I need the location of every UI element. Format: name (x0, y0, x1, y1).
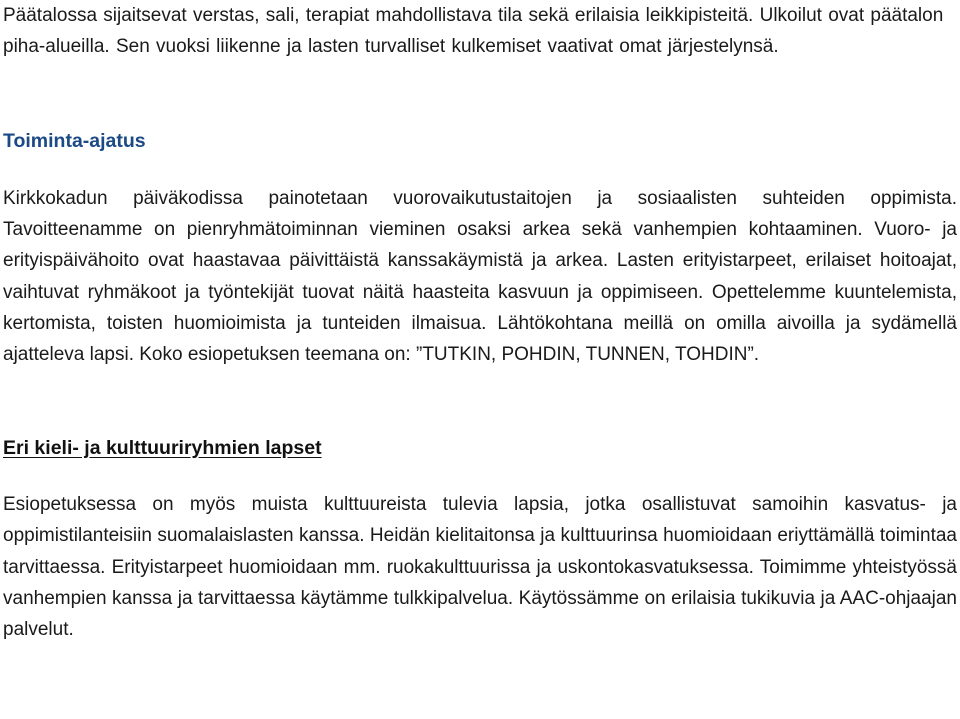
section-body-eri-kieli: Esiopetuksessa on myös muista kulttuureista tulevia lapsia, jotka osallistuvat samoihin kasvatus- ja oppimistilanteisiin suomalaislasten kanssa. Heidän kielitaitonsa ja kulttuurinsa huomioidaan eriyttämällä toimintaa tarvittaessa. Erityistarpeet huomioidaan mm. ruokakulttuurissa ja uskontokasvatuksessa. Toimimme yhteistyössä vanhempien kanssa ja tarvittaessa käytämme tulkkipalvelua. Käytössämme on erilaisia tukikuvia ja AAC-ohjaajan palvelut. (3, 493, 957, 641)
section-heading-toiminta-ajatus: Toiminta-ajatus (3, 129, 146, 152)
section-body-toiminta-ajatus: Kirkkokadun päiväkodissa painotetaan vuorovaikutustaitojen ja sosiaalisten suhteiden oppimista. Tavoitteenamme on pienryhmätoiminnan vieminen osaksi arkea sekä vanhempien kohtaaminen. Vuoro- ja erityispäivähoito ovat haastavaa päivittäistä kanssakäymistä ja arkea. Lasten erityistarpeet, erilaiset hoitoajat, vaihtuvat ryhmäkoot ja työntekijät tuovat näitä haasteita kasvuun ja oppimiseen. Opettelemme kuuntelemista, kertomista, toisten huomioimista ja tunteiden ilmaisua. Lähtökohtana meillä on omilla aivoilla ja sydämellä ajatteleva lapsi. Koko esiopetuksen teemana on: ”TUTKIN, POHDIN, TUNNEN, TOHDIN”. (3, 187, 957, 366)
intro-paragraph: Päätalossa sijaitsevat verstas, sali, terapiat mahdollistava tila sekä erilaisia leikkipisteitä. Ulkoilut ovat päätalon piha-alueilla. Sen vuoksi liikenne ja lasten turvalliset kulkemiset vaativat omat järjestelynsä. (3, 5, 944, 58)
document-page (3, 0, 957, 645)
section-heading-eri-kieli: Eri kieli- ja kulttuuriryhmien lapset (3, 436, 322, 459)
